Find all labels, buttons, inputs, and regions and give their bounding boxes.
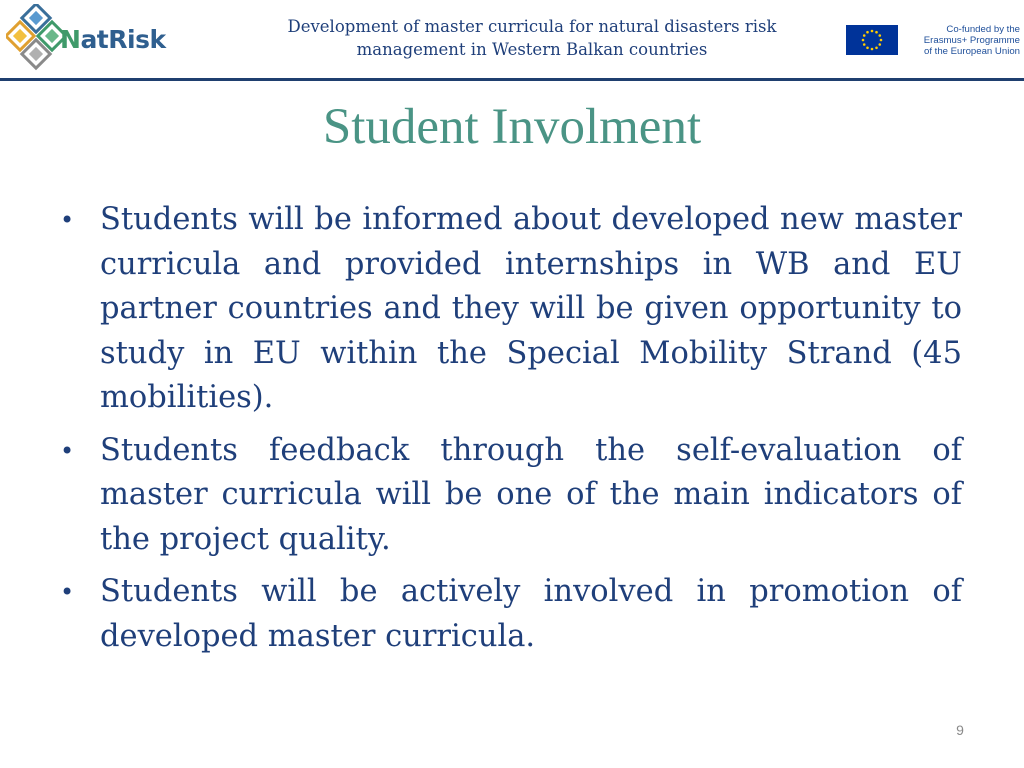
eu-star xyxy=(880,39,883,42)
bullet-item xyxy=(60,198,962,421)
bullet-item xyxy=(60,429,962,563)
eu-star xyxy=(875,46,878,49)
header-title-line1: Development of master curricula for natural disasters risk xyxy=(287,17,777,36)
bullet-dot-icon: • xyxy=(60,578,75,606)
cofunded-line2: Erasmus+ Programme xyxy=(923,35,1020,46)
slide-header xyxy=(0,0,1024,80)
eu-flag-icon xyxy=(846,25,898,55)
bullet-text: Students will be informed about developed new master curricula and provided internships in WB and EU partner countries and they will be given opportunity to study in EU within the Special Mobility Strand (45 mobilities). xyxy=(100,202,962,415)
eu-star xyxy=(871,30,874,33)
bullet-dot-icon: • xyxy=(60,436,75,465)
eu-star xyxy=(878,43,881,46)
cofunded-label xyxy=(906,24,1020,57)
header-divider xyxy=(0,78,1024,81)
cofunded-line1: Co-funded by the xyxy=(946,24,1020,35)
bullet-list xyxy=(60,198,962,667)
page-number: 9 xyxy=(956,722,964,738)
eu-star xyxy=(863,43,866,46)
eu-star xyxy=(863,34,866,37)
natrisk-logo xyxy=(6,4,176,72)
eu-star xyxy=(871,48,874,51)
bullet-item xyxy=(60,570,962,659)
eu-star xyxy=(862,39,865,42)
eu-star xyxy=(866,31,869,34)
bullet-dot-icon: • xyxy=(60,206,75,234)
header-title-line2: management in Western Balkan countries xyxy=(356,40,708,59)
bullet-text: Students will be actively involved in promotion of developed master curricula. xyxy=(100,574,962,654)
slide-title: Student Involment xyxy=(322,99,702,155)
eu-star xyxy=(866,46,869,49)
natrisk-logo-icon xyxy=(6,4,66,72)
logo-wordmark: NatRisk xyxy=(60,25,166,54)
eu-star xyxy=(875,31,878,34)
eu-star xyxy=(878,34,881,37)
header-title xyxy=(262,15,802,61)
cofunded-line3: of the European Union xyxy=(923,46,1020,57)
bullet-text: Students feedback through the self-evaluation of master curricula will be one of the main indicators of the project quality. xyxy=(100,432,962,557)
